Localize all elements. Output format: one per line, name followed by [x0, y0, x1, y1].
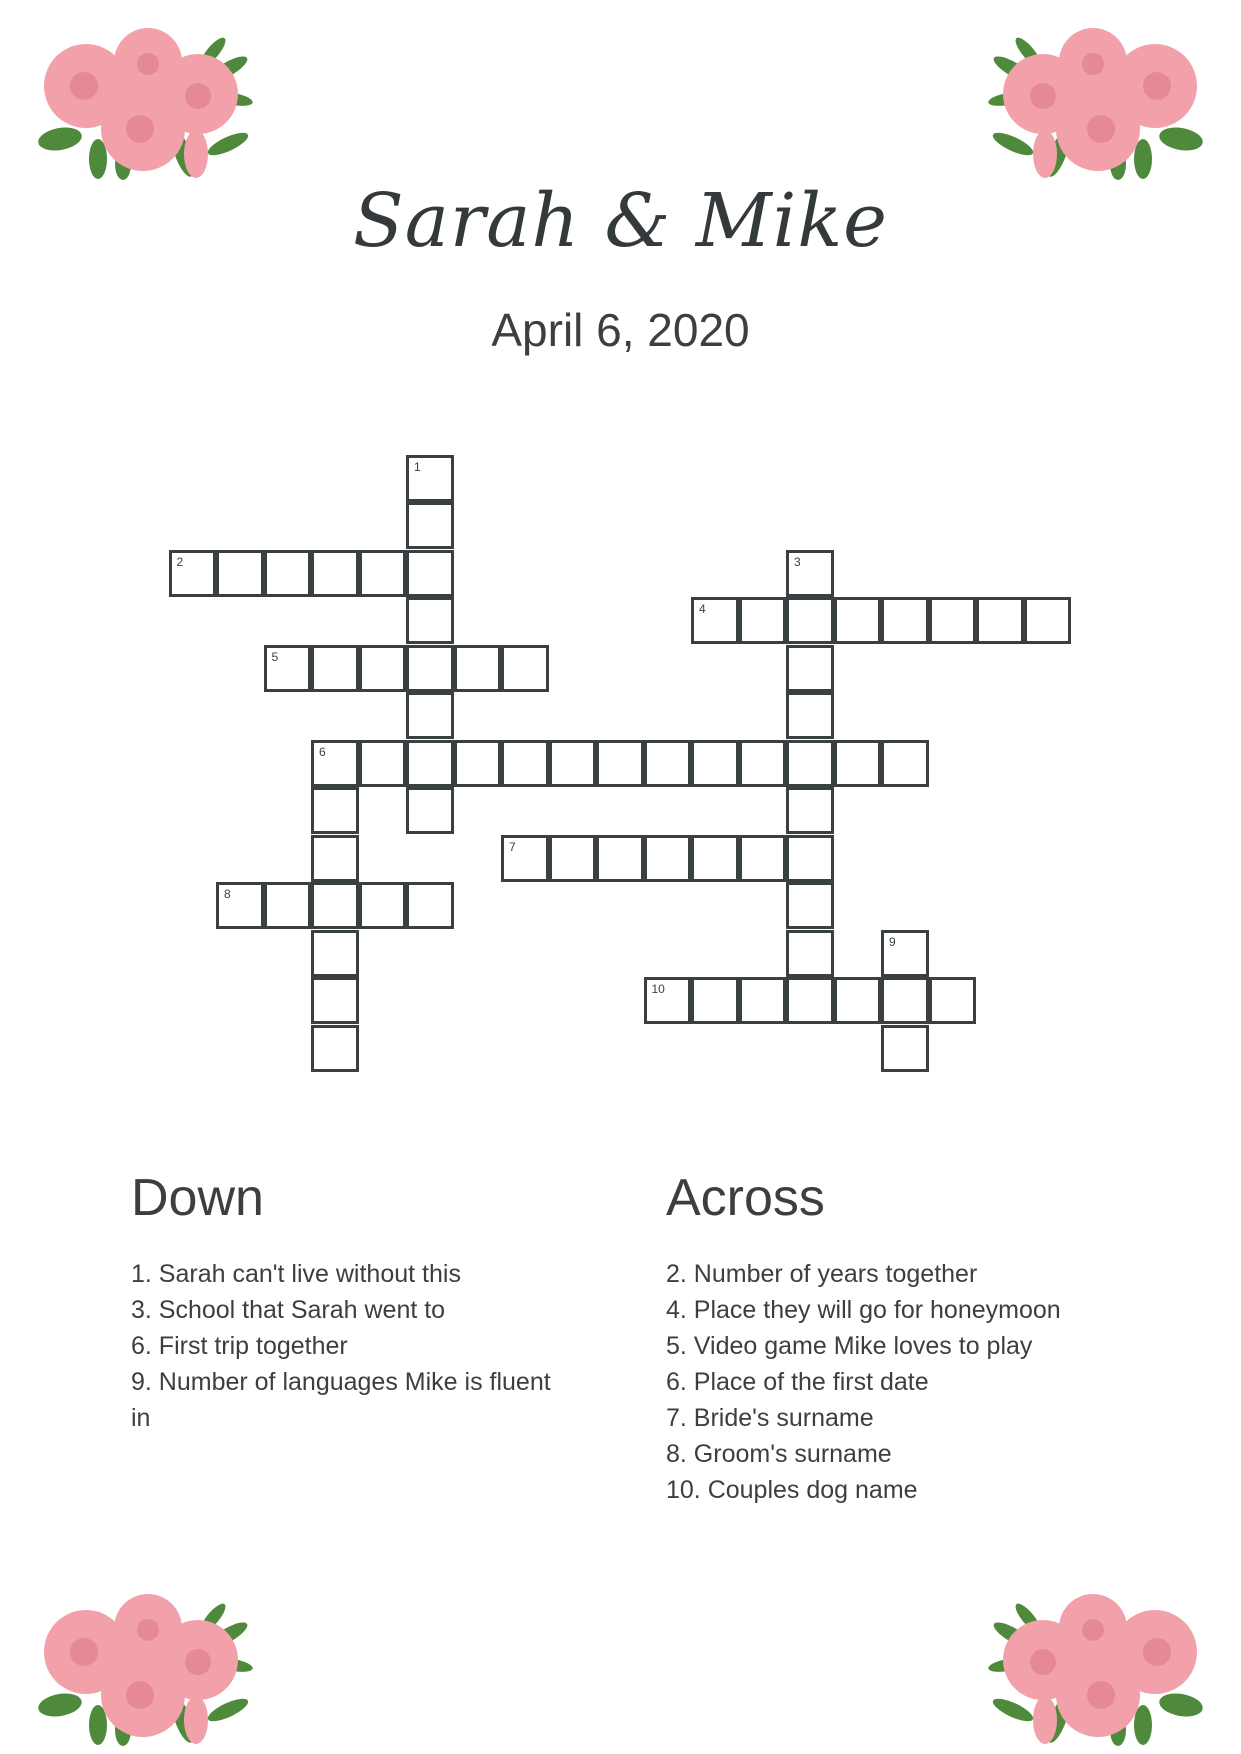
crossword-cell[interactable] [596, 835, 644, 882]
crossword-cell[interactable] [786, 597, 834, 644]
crossword-cell[interactable] [549, 740, 597, 787]
crossword-cell[interactable] [786, 977, 834, 1024]
clue-item: 3. School that Sarah went to [131, 1296, 446, 1324]
clue-item: 1. Sarah can't live without this [131, 1260, 461, 1288]
crossword-cell[interactable] [501, 740, 549, 787]
crossword-cell[interactable] [359, 645, 407, 692]
flower-bouquet-top-right [983, 14, 1223, 184]
crossword-cell[interactable] [786, 835, 834, 882]
clue-number: 8 [224, 887, 231, 901]
crossword-cell[interactable] [929, 977, 977, 1024]
clue-number: 6 [319, 744, 326, 759]
clue-item: 9. Number of languages Mike is fluent in [131, 1368, 551, 1432]
crossword-cell[interactable] [406, 740, 454, 787]
crossword-cell[interactable] [786, 930, 834, 977]
across-heading: Across [666, 1169, 825, 1227]
crossword-cell[interactable] [311, 550, 359, 597]
crossword-cell[interactable] [264, 645, 312, 692]
clue-number: 5 [271, 649, 279, 664]
crossword-cell[interactable] [406, 692, 454, 739]
crossword-cell[interactable] [311, 977, 359, 1024]
crossword-cell[interactable] [881, 597, 929, 644]
crossword-cell[interactable] [406, 502, 454, 549]
clue-item: 7. Bride's surname [666, 1404, 874, 1432]
crossword-cell[interactable] [786, 882, 834, 929]
crossword-cell[interactable] [881, 977, 929, 1024]
crossword-cell[interactable] [929, 597, 977, 644]
crossword-cell[interactable] [691, 977, 739, 1024]
crossword-cell[interactable] [406, 645, 454, 692]
crossword-cell[interactable] [216, 550, 264, 597]
clue-number: 7 [509, 839, 516, 854]
crossword-cell[interactable] [739, 740, 787, 787]
crossword-cell[interactable] [359, 740, 407, 787]
crossword-cell[interactable] [834, 740, 882, 787]
crossword-cell[interactable] [786, 787, 834, 834]
crossword-cell[interactable] [739, 977, 787, 1024]
clue-number: 2 [176, 554, 184, 569]
crossword-cell[interactable] [834, 597, 882, 644]
down-heading: Down [131, 1169, 264, 1227]
crossword-cell[interactable] [739, 835, 787, 882]
clue-number: 3 [794, 554, 801, 569]
crossword-cell[interactable] [311, 740, 359, 787]
crossword-cell[interactable] [786, 692, 834, 739]
crossword-cell[interactable] [691, 835, 739, 882]
down-clues-section [131, 1168, 571, 1436]
crossword-cell[interactable] [644, 835, 692, 882]
crossword-cell[interactable] [644, 977, 692, 1024]
crossword-cell[interactable] [739, 597, 787, 644]
flower-icon [983, 14, 1223, 184]
crossword-cell[interactable] [406, 882, 454, 929]
crossword-cell[interactable] [881, 740, 929, 787]
crossword-cell[interactable] [786, 550, 834, 597]
crossword-cell[interactable] [359, 550, 407, 597]
crossword-cell[interactable] [644, 740, 692, 787]
clue-item: 5. Video game Mike loves to play [666, 1332, 1033, 1360]
couple-names-title: Sarah & Mike [353, 178, 888, 264]
crossword-cell[interactable] [311, 645, 359, 692]
clue-number: 10 [651, 982, 665, 996]
crossword-cell[interactable] [264, 550, 312, 597]
crossword-cell[interactable] [311, 835, 359, 882]
crossword-cell[interactable] [786, 645, 834, 692]
crossword-cell[interactable] [501, 835, 549, 882]
across-clue-list [666, 1256, 1136, 1508]
crossword-cell[interactable] [311, 787, 359, 834]
crossword-cell[interactable] [311, 930, 359, 977]
crossword-cell[interactable] [406, 455, 454, 502]
clue-item: 8. Groom's surname [666, 1440, 892, 1468]
crossword-cell[interactable] [881, 930, 929, 977]
crossword-cell[interactable] [691, 740, 739, 787]
crossword-cell[interactable] [454, 645, 502, 692]
crossword-cell[interactable] [216, 882, 264, 929]
flower-icon [18, 14, 258, 184]
flower-bouquet-bottom-right [983, 1580, 1223, 1750]
crossword-cell[interactable] [596, 740, 644, 787]
flower-bouquet-bottom-left [18, 1580, 258, 1750]
crossword-cell[interactable] [264, 882, 312, 929]
flower-bouquet-top-left [18, 14, 258, 184]
down-clue-list [131, 1256, 571, 1436]
flower-icon [18, 1580, 258, 1750]
crossword-cell[interactable] [311, 882, 359, 929]
crossword-cell[interactable] [786, 740, 834, 787]
across-clues-section [666, 1168, 1136, 1508]
crossword-cell[interactable] [881, 1025, 929, 1072]
crossword-cell[interactable] [169, 550, 217, 597]
clue-item: 4. Place they will go for honeymoon [666, 1296, 1061, 1324]
wedding-date: April 6, 2020 [491, 304, 750, 356]
crossword-cell[interactable] [834, 977, 882, 1024]
clue-item: 2. Number of years together [666, 1260, 978, 1288]
flower-icon [983, 1580, 1223, 1750]
clue-number: 1 [414, 459, 421, 474]
clue-item: 6. First trip together [131, 1332, 348, 1360]
crossword-cell[interactable] [406, 550, 454, 597]
crossword-cell[interactable] [1024, 597, 1072, 644]
crossword-cell[interactable] [976, 597, 1024, 644]
clue-item: 10. Couples dog name [666, 1476, 918, 1504]
crossword-cell[interactable] [501, 645, 549, 692]
crossword-cell[interactable] [549, 835, 597, 882]
crossword-cell[interactable] [406, 787, 454, 834]
clue-number: 4 [699, 602, 706, 616]
crossword-cell[interactable] [311, 1025, 359, 1072]
clue-number: 9 [889, 934, 896, 949]
crossword-cell[interactable] [406, 597, 454, 644]
crossword-cell[interactable] [454, 740, 502, 787]
clue-item: 6. Place of the first date [666, 1368, 929, 1396]
crossword-cell[interactable] [359, 882, 407, 929]
crossword-cell[interactable] [691, 597, 739, 644]
